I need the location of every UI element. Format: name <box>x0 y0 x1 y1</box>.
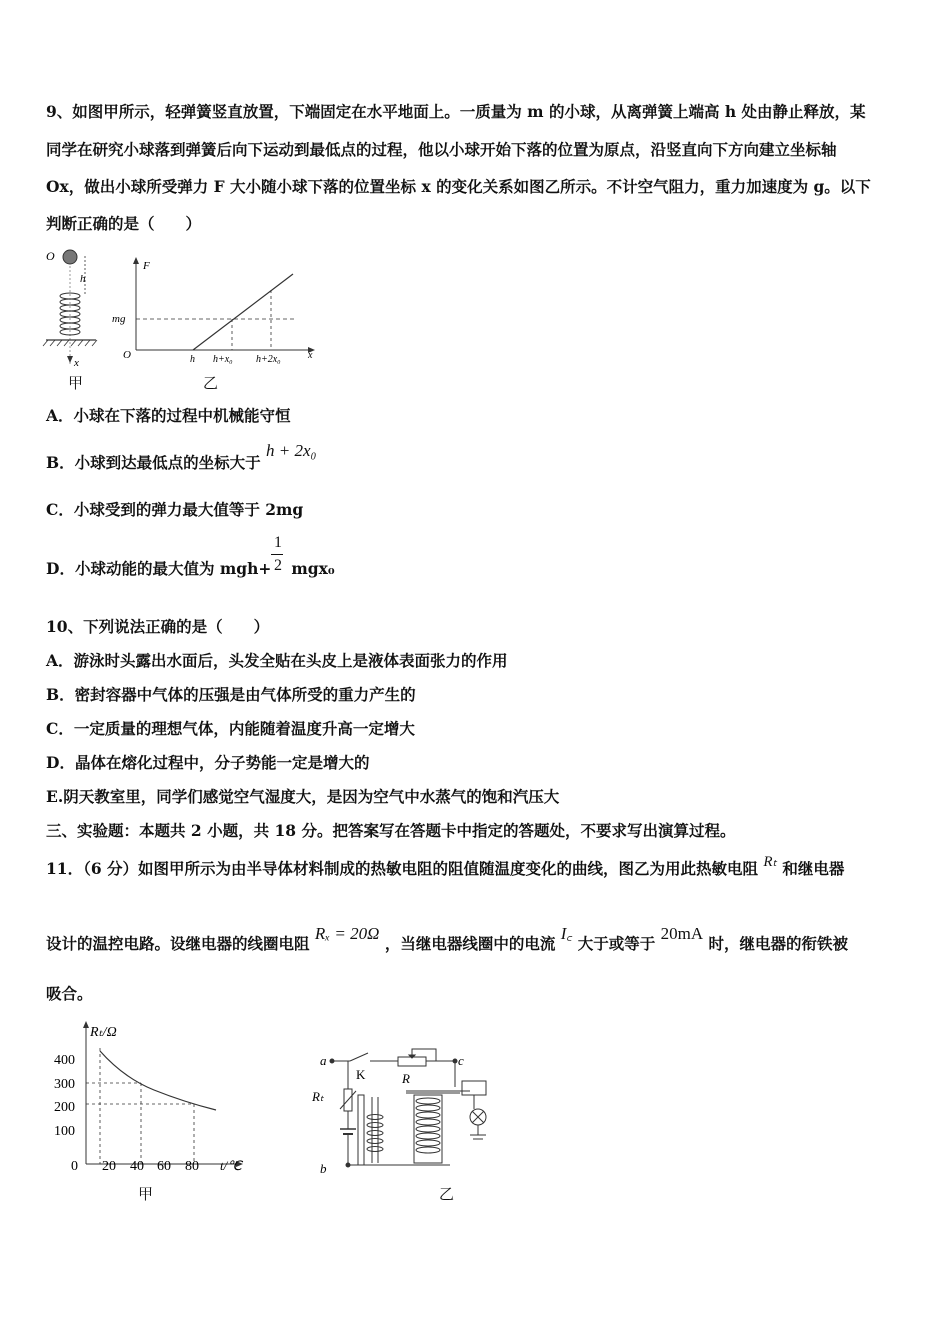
q9-stem-line2: 同学在研究小球落到弹簧后向下运动到最低点的过程，他以小球开始下落的位置为原点，沿竖直向下方向建立坐标轴 <box>46 140 837 159</box>
q9-option-d-fraction-den: 2 <box>274 557 282 574</box>
q11-line2 <box>46 924 849 954</box>
q9-stem-line1: 9、如图甲所示，轻弹簧竖直放置，下端固定在水平地面上。一质量为 m 的小球，从离弹簧上端高 h 处由静止释放，某 <box>46 102 866 121</box>
relay-coil-left <box>367 1115 383 1152</box>
q9-yi-label-hx0: h+x₀ <box>213 354 233 365</box>
q9-option-b-math: h + 2x₀ <box>266 441 317 460</box>
q10-option-b: B．密封容器中气体的压强是由气体所受的重力产生的 <box>46 685 416 704</box>
switch-K <box>350 1053 368 1061</box>
q9-yi-label-h2x0: h+2x₀ <box>256 354 281 365</box>
resistance-curve <box>100 1051 216 1110</box>
q11-line1-tail: 和继电器 <box>782 859 845 878</box>
q9-stem-line4: 判断正确的是（ ） <box>46 214 202 233</box>
q11-graph-caption: 甲 <box>138 1185 154 1203</box>
q11-rx-equation: Rₓ = 20Ω <box>314 924 380 943</box>
q9-jia-label-h: h <box>80 273 86 285</box>
q11-line2-d: 时，继电器的衔铁被 <box>708 934 849 953</box>
q10-stem: 10、下列说法正确的是（ ） <box>46 617 270 636</box>
q9-option-d-text: D．小球动能的最大值为 mgh+ <box>46 559 272 578</box>
ball-icon <box>63 250 77 264</box>
q10-option-d: D．晶体在熔化过程中，分子势能一定是增大的 <box>46 753 370 772</box>
q11-graph-ytick-300: 300 <box>54 1077 75 1092</box>
q9-yi-caption: 乙 <box>203 374 219 392</box>
q11-current-value: 20mA <box>660 924 704 943</box>
force-line <box>193 274 293 350</box>
q11-graph-xtick-80: 80 <box>185 1159 199 1174</box>
q9-yi-label-O: O <box>123 349 131 361</box>
q11-line2-b: ，当继电器线圈中的电流 <box>384 934 556 953</box>
q9-yi-label-x: x <box>308 350 313 361</box>
q11-ic-symbol: I꜀ <box>560 924 573 943</box>
q11-line1 <box>46 854 845 880</box>
q11-graph-xtick-40: 40 <box>130 1159 144 1174</box>
q11-line1-text: 11．（6 分）如图甲所示为由半导体材料制成的热敏电阻的阻值随温度变化的曲线，图乙为用此热敏电阻 <box>46 859 759 878</box>
q9-jia-label-x: x <box>74 357 79 369</box>
q11-line3: 吸合。 <box>46 984 93 1003</box>
q11-rt-symbol: Rₜ <box>763 854 778 870</box>
q11-graph-xtick-20: 20 <box>102 1159 116 1174</box>
q11-resistance-graph <box>44 1018 254 1178</box>
circuit-label-a: a <box>320 1053 327 1068</box>
section3-heading: 三、实验题：本题共 2 小题，共 18 分。把答案写在答题卡中指定的答题处，不要求写出演算过程。 <box>46 821 736 840</box>
q9-yi-label-mg: mg <box>112 313 126 325</box>
q9-force-graph <box>112 254 328 369</box>
q10-option-e: E.阴天教室里，同学们感觉空气湿度大，是因为空气中水蒸气的饱和汽压大 <box>46 787 560 806</box>
q11-graph-ytick-200: 200 <box>54 1100 75 1115</box>
q11-graph-xtick-0: 0 <box>71 1159 78 1174</box>
q11-graph-ytick-400: 400 <box>54 1053 75 1068</box>
q11-graph-xlabel: t/℃ <box>220 1158 242 1173</box>
q9-jia-label-O: O <box>46 249 55 263</box>
q11-line2-a: 设计的温控电路。设继电器的线圈电阻 <box>46 934 310 953</box>
q11-graph-ylabel: Rₜ/Ω <box>90 1025 117 1040</box>
q9-yi-label-h: h <box>190 354 195 365</box>
q9-option-c: C．小球受到的弹力最大值等于 2mg <box>46 500 304 519</box>
q9-option-b-text: B．小球到达最低点的坐标大于 <box>46 453 261 472</box>
q9-option-b <box>46 441 317 473</box>
q9-option-d-fraction-bar <box>271 554 283 555</box>
q9-option-a: A．小球在下落的过程中机械能守恒 <box>46 406 291 425</box>
q9-stem-line3: Ox，做出小球所受弹力 F 大小随小球下落的位置坐标 x 的变化关系如图乙所示。不计空气阻力，重力加速度为 g。以下 <box>46 177 871 196</box>
q10-option-c: C．一定质量的理想气体，内能随着温度升高一定增大 <box>46 719 415 738</box>
circuit-label-b: b <box>320 1161 327 1176</box>
relay-coil <box>416 1098 440 1153</box>
q9-option-d <box>46 559 335 579</box>
circuit-label-Rt: Rₜ <box>312 1089 324 1104</box>
q11-relay-circuit <box>310 1045 510 1180</box>
q11-graph-xtick-60: 60 <box>157 1159 171 1174</box>
q11-graph-ytick-100: 100 <box>54 1124 75 1139</box>
q11-line2-c: 大于或等于 <box>577 934 656 953</box>
q10-option-a: A．游泳时头露出水面后，头发全贴在头皮上是液体表面张力的作用 <box>46 651 508 670</box>
q9-yi-label-F: F <box>143 260 150 272</box>
circuit-label-K: K <box>356 1067 366 1082</box>
q11-circuit-caption: 乙 <box>439 1185 455 1203</box>
q9-option-d-fraction-num: 1 <box>274 534 282 551</box>
circuit-label-c: c <box>458 1053 464 1068</box>
circuit-label-R: R <box>402 1071 410 1086</box>
q9-jia-caption: 甲 <box>68 374 84 392</box>
q9-option-d-tail: mgx₀ <box>291 559 335 578</box>
